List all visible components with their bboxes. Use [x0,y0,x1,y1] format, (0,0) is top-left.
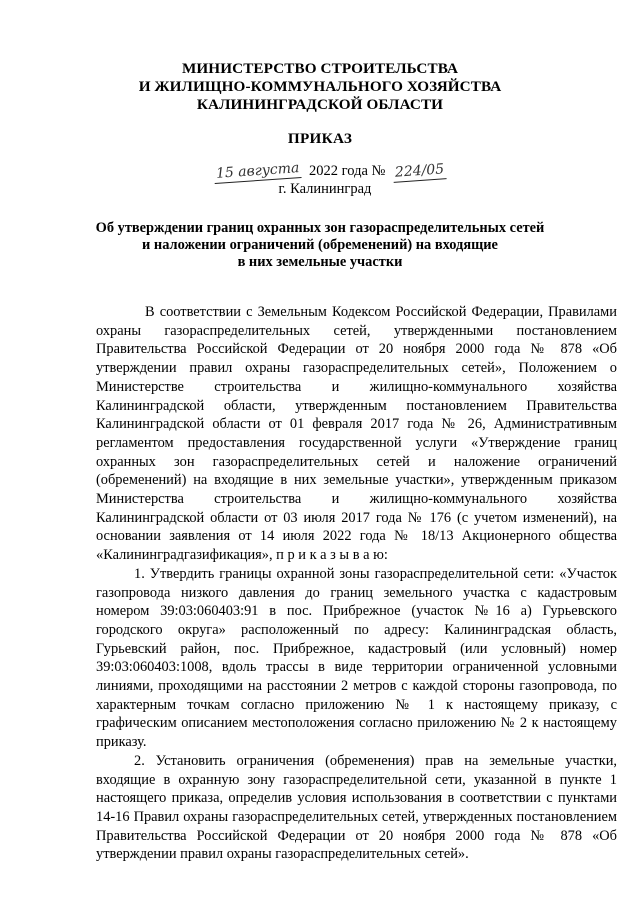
ministry-header-line: И ЖИЛИЩНО-КОММУНАЛЬНОГО ХОЗЯЙСТВА [138,78,502,95]
document-title-line: в них земельные участки [237,254,403,270]
ministry-header-line: КАЛИНИНГРАДСКОЙ ОБЛАСТИ [196,96,444,113]
document-title-line: Об утверждении границ охранных зон газораспределительных сетей [95,220,545,236]
document-city: г. Калининград [278,181,372,197]
document-title [0,220,640,271]
document-type: ПРИКАЗ [287,130,353,147]
handwritten-document-number: 224/05 [392,160,446,183]
ministry-header-line: МИНИСТЕРСТВО СТРОИТЕЛЬСТВА [181,60,459,77]
document-body [96,303,617,864]
handwritten-date: 15 августа [213,159,302,184]
document-title-line: и наложении ограничений (обременений) на входящие [142,237,498,253]
ministry-header [0,60,640,114]
date-year-text: 2022 года № [309,163,386,179]
document-date-line [214,162,446,181]
preamble-paragraph: В соответствии с Земельным Кодексом Российской Федерации, Правилами охраны газораспределительных сетей, утвержденными постановлением Правительства Российской Федерации от 20 ноября 2000 года № 878 «Об утверждении правил охраны газораспределительных сетей», Положением о Министерстве строительства и жилищно-коммунального хозяйства Калининградской области, утвержденным постановлением Правительства Калининградской области от 01 февраля 2017 года № 26, Административным регламентом предоставления государственной услуги «Утверждение границ охранных зон газораспределительных сетей и наложение ограничений (обременений) на входящие в них земельные участки», утвержденным приказом Министерства строительства и жилищно-коммунального хозяйства Калининградской области от 03 июля 2017 года № 176 (с учетом изменений), на основании заявления от 14 июля 2022 года № 18/13 Акционерного общества «Калининградгазификация», п р и к а з ы в а ю: [96,304,617,564]
order-item-1: 1. Утвердить границы охранной зоны газораспределительной сети: «Участок газопровода низкого давления до границ земельного участка с кадастровым номером 39:03:060403:91 в пос. Прибрежное (участок №16 а) Гурьевского городского округа» расположенный по адресу: Калининградская область, Гурьевский район, пос. Прибрежное, кадастровый (или условный) номер 39:03:060403:1008, вдоль трассы в виде территории ограниченной условными линиями, проходящими на расстоянии 2 метров с каждой стороны газопровода, по характерным точкам согласно приложению № 1 к настоящему приказу, с графическим описанием местоположения согласно приложению № 2 к настоящему приказу. [96,565,617,751]
order-item-2: 2. Установить ограничения (обременения) прав на земельные участки, входящие в охранную зону газораспределительной сети, указанной в пункте 1 настоящего приказа, определив условия использования в соответствии с пунктами 14-16 Правил охраны газораспределительных сетей, утвержденных постановлением Правительства Российской Федерации от 20 ноября 2000 года № 878 «Об утверждении правил охраны газораспределительных сетей». [96,752,617,863]
